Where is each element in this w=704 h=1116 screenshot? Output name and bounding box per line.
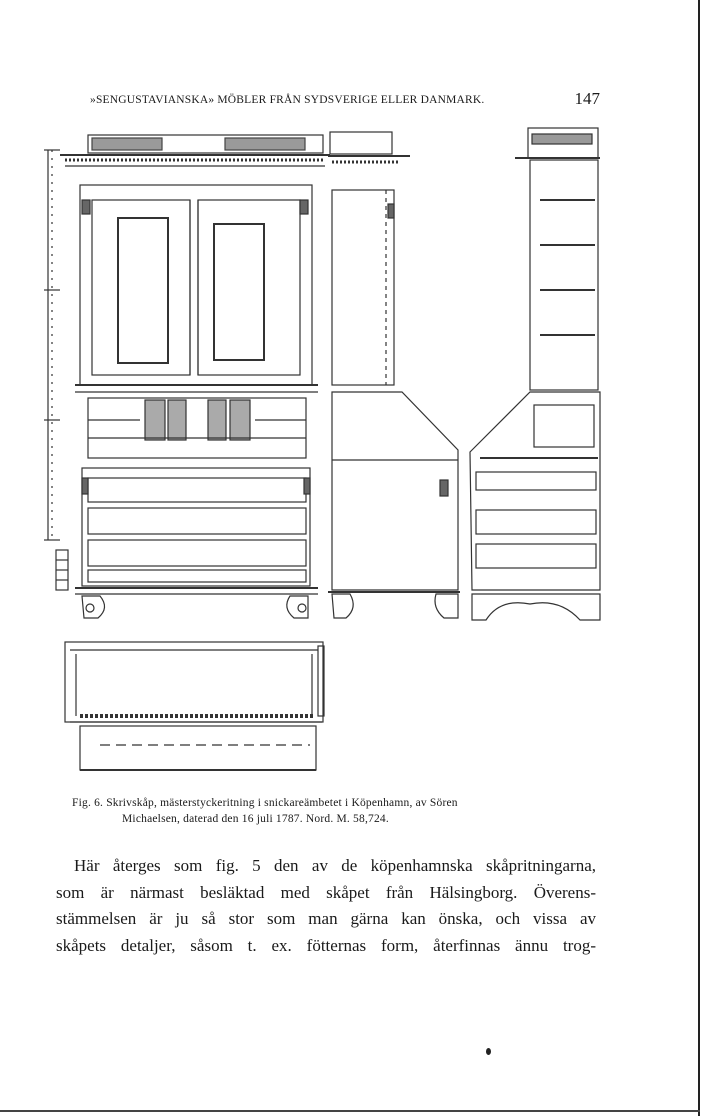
body-line: stämmelsen är ju så stor som man gärna kan önska, och vissa av <box>56 909 596 928</box>
body-line: Här återges som fig. 5 den av de köpenhamnska skåpritningarna, <box>74 856 596 875</box>
plan-view <box>65 642 324 770</box>
ink-speck <box>486 1048 491 1055</box>
page-edge-bottom <box>0 1110 700 1112</box>
front-elevation <box>60 135 330 618</box>
scale-bar <box>44 150 68 590</box>
cabinet-drawing <box>40 120 640 785</box>
section-view <box>470 128 600 620</box>
body-line: skåpets detaljer, såsom t. ex. fötternas form, återfinnas ännu trog- <box>56 935 596 955</box>
caption-line-1: Fig. 6. Skrivskåp, mästerstyckeritning i snickareämbetet i Köpenhamn, av Sören <box>72 797 458 809</box>
body-paragraph <box>56 853 596 959</box>
figure-caption <box>72 795 632 827</box>
page-edge-right <box>698 0 700 1116</box>
page-number: 147 <box>574 89 600 108</box>
cabinet-drawing-figure <box>40 120 640 789</box>
running-head: »SENGUSTAVIANSKA» MÖBLER FRÅN SYDSVERIGE ELLER DANMARK. <box>90 94 485 106</box>
side-elevation <box>328 132 460 618</box>
caption-line-2: Michaelsen, daterad den 16 juli 1787. Nord. M. 58,724. <box>122 813 389 825</box>
body-line: som är närmast besläktad med skåpet från Hälsingborg. Överens- <box>56 882 596 902</box>
